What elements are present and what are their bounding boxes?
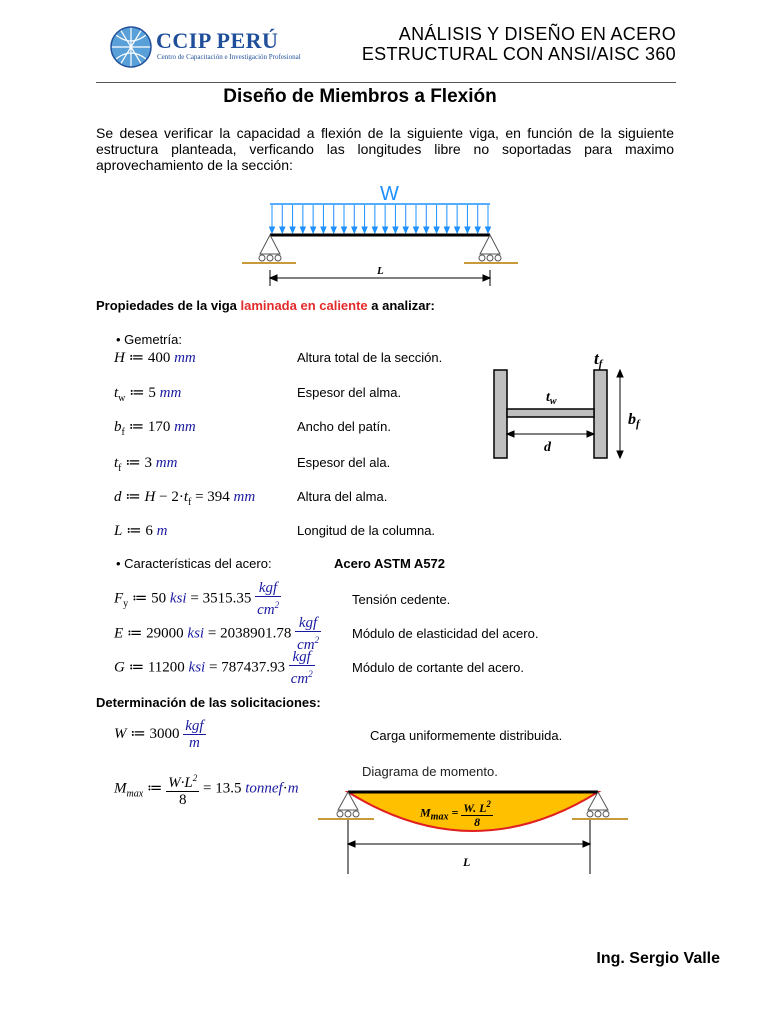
desc-G: Módulo de cortante del acero. xyxy=(352,660,524,675)
load-arrow-head xyxy=(383,227,388,233)
val-H: 400 xyxy=(147,350,171,366)
unit-H: mm xyxy=(174,350,196,366)
den-Mmax: 8 xyxy=(178,792,187,808)
unit-L: m xyxy=(156,523,168,539)
right-support xyxy=(464,235,518,263)
formula-bf: $b_f$ ≔ 170 mm xyxy=(114,419,196,438)
var-tw: t xyxy=(114,385,119,401)
unit-tw: mm xyxy=(159,385,182,401)
course-title xyxy=(362,24,676,64)
unit1-Fy: ksi xyxy=(169,590,187,607)
unit-Mmax: tonnef xyxy=(245,780,283,797)
var-E: E xyxy=(114,625,124,642)
load-arrow-head xyxy=(331,227,336,233)
val-Fy: 3515.35 xyxy=(202,590,252,607)
frac-W xyxy=(183,718,205,751)
val-L: 6 xyxy=(145,523,153,539)
load-arrow-head xyxy=(455,227,460,233)
course-line-2: ESTRUCTURAL CON ANSI/AISC 360 xyxy=(361,44,676,64)
mom-num-text: W. L xyxy=(463,801,487,815)
load-arrow-head xyxy=(475,227,480,233)
moment-length-label: L xyxy=(463,855,471,869)
den-E: $cm^2$ xyxy=(297,635,320,653)
properties-heading-highlight: laminada en caliente xyxy=(240,298,368,313)
load-label: W xyxy=(380,183,399,205)
desc-W: Carga uniformemente distribuida. xyxy=(370,728,563,743)
formula-d: d ≔ $H - 2\cdot t_f = 394$ mm xyxy=(114,489,256,508)
formula-tw: $t_w$ ≔ 5 mm xyxy=(114,385,182,404)
unit1-G: ksi xyxy=(188,659,206,676)
num-W: kgf xyxy=(185,718,204,734)
ksi-Fy: 50 xyxy=(151,590,167,607)
desc-H: Altura total de la sección. xyxy=(297,350,443,365)
left-support xyxy=(242,235,296,263)
var-L: L xyxy=(114,523,123,539)
load-arrow-head xyxy=(270,227,275,233)
coef-2: 2 xyxy=(171,489,179,505)
ksi-E: 29000 xyxy=(146,625,184,642)
val-G: 787437.93 xyxy=(221,659,285,676)
den-G: $cm^2$ xyxy=(290,669,313,687)
load-arrow-head xyxy=(444,227,449,233)
course-line-1: ANÁLISIS Y DISEÑO EN ACERO xyxy=(398,24,676,44)
load-arrow-head xyxy=(290,227,295,233)
steel-bullet: • Características del acero: xyxy=(116,556,272,571)
load-arrow-head xyxy=(280,227,285,233)
num-Fy: kgf xyxy=(255,580,281,597)
label-tw: $t_w$ xyxy=(546,390,557,407)
var-M: M xyxy=(114,780,127,797)
length-label: L xyxy=(377,265,384,277)
mom-frac xyxy=(461,798,493,829)
ksi-G: 11200 xyxy=(147,659,185,676)
val-d: 394 xyxy=(207,489,230,505)
load-arrow-head xyxy=(372,227,377,233)
properties-heading-post: a analizar: xyxy=(367,298,435,313)
var-G: G xyxy=(114,659,125,676)
den-G-text: cm xyxy=(290,671,309,687)
distributed-load xyxy=(270,204,491,233)
load-arrow-head xyxy=(342,227,347,233)
logo-title: CCIP PERÚ xyxy=(156,28,279,53)
desc-L: Longitud de la columna. xyxy=(297,523,436,538)
load-arrow-head xyxy=(393,227,398,233)
loads-heading: Determinación de las solicitaciones: xyxy=(96,695,321,710)
header-divider xyxy=(96,82,676,83)
var-H: H xyxy=(114,350,125,366)
geometry-bullet: • Gemetría: xyxy=(116,332,182,347)
sub-tf: f xyxy=(118,463,122,474)
load-arrow-head xyxy=(414,227,419,233)
formula-W: W ≔ 3000 $\frac{\text{kgf}}{m}$ xyxy=(114,718,204,751)
author: Ing. Sergio Valle xyxy=(596,950,720,967)
var-Fy: F xyxy=(114,590,124,607)
logo-subtitle: Centro de Capacitación e Investigación Profesional xyxy=(157,53,301,61)
load-arrow-head xyxy=(311,227,316,233)
label-tf: tf xyxy=(594,349,603,370)
steel-grade: Acero ASTM A572 xyxy=(334,556,446,571)
var-d: d xyxy=(114,489,122,505)
formula-H: H ≔ 400 mm xyxy=(114,350,196,366)
desc-tw: Espesor del alma. xyxy=(297,385,402,400)
den-Fy: $cm^2$ xyxy=(257,600,280,618)
formula-Fy: $F_y$ ≔ 50 ksi = 3515.35 $\frac{\text{kgf}}{cm^2}$ xyxy=(114,580,280,618)
unit1-E: ksi xyxy=(187,625,205,642)
mom-num: W. $L^2$ xyxy=(463,799,491,815)
desc-bf: Ancho del patín. xyxy=(297,419,391,434)
sub-d-tf: f xyxy=(187,497,192,508)
val-tw: 5 xyxy=(148,385,156,401)
mom-sub: max xyxy=(430,811,449,823)
val-W: 3000 xyxy=(149,725,180,742)
den-Fy-text: cm xyxy=(257,602,275,618)
val-bf: 170 xyxy=(147,419,171,435)
frac-Mmax xyxy=(166,770,199,808)
expr-H: H xyxy=(144,489,156,505)
frac-G xyxy=(289,649,315,687)
formula-Mmax: $M_{max}$ ≔ $\frac{W\cdot L^2}{8}$ = 13.5 tonnef·m xyxy=(114,770,299,808)
unit2-Mmax: m xyxy=(287,780,299,797)
num-Mmax: $W\cdot L^2$ xyxy=(166,770,199,792)
den-E-text: cm xyxy=(297,637,315,653)
load-arrow-head xyxy=(300,227,305,233)
num-E: kgf xyxy=(295,615,321,632)
frac-E xyxy=(295,615,321,653)
sub-tw: w xyxy=(118,393,126,404)
load-arrow-head xyxy=(321,227,326,233)
var-W: W xyxy=(114,725,127,742)
num-Mmax-W: W xyxy=(168,775,181,791)
load-arrow-head xyxy=(352,227,357,233)
moment-diagram xyxy=(310,780,640,880)
formula-E: E ≔ 29000 ksi = 2038901.78 $\frac{\text{kgf}}{cm^2}$ xyxy=(114,615,320,653)
mom-den: 8 xyxy=(474,815,481,829)
desc-d: Altura del alma. xyxy=(297,489,388,504)
beam-diagram xyxy=(232,178,532,290)
load-arrow-head xyxy=(362,227,367,233)
val-tf: 3 xyxy=(144,455,153,471)
num-G: kgf xyxy=(289,649,315,666)
load-arrow-head xyxy=(424,227,429,233)
desc-Fy: Tensión cedente. xyxy=(352,592,451,607)
frac-Fy xyxy=(255,580,281,618)
val-E: 2038901.78 xyxy=(220,625,292,642)
label-d: d xyxy=(544,440,551,455)
geometry-bullet-label: Gemetría: xyxy=(124,332,182,347)
unit-tf: mm xyxy=(155,455,178,471)
var-bf: b xyxy=(114,419,122,435)
sub-bf: f xyxy=(121,427,125,438)
desc-tf: Espesor del ala. xyxy=(297,455,391,470)
den-W: m xyxy=(188,735,200,751)
formula-L: L ≔ 6 m xyxy=(114,523,168,539)
formula-tf: $t_f$ ≔ 3 mm xyxy=(114,455,178,474)
unit-bf: mm xyxy=(174,419,196,435)
num-Mmax-L: L xyxy=(184,775,193,791)
properties-heading xyxy=(96,298,435,313)
page-title: Diseño de Miembros a Flexión xyxy=(223,86,497,107)
formula-G: G ≔ 11200 ksi = 787437.93 $\frac{\text{kgf}}{cm^2}$ xyxy=(114,649,313,687)
section-diagram xyxy=(484,346,664,466)
sub-Fy: y xyxy=(123,598,129,610)
load-arrow-head xyxy=(403,227,408,233)
intro-paragraph: Se desea verificar la capacidad a flexión de la siguiente viga, en función de la siguiente estructura planteada, verficando las longitudes libre no soportadas para maximo aprovechamiento de la sección: xyxy=(96,125,674,173)
moment-diagram-title: Diagrama de momento. xyxy=(362,764,498,779)
label-bf: bf xyxy=(628,411,640,430)
unit-d: mm xyxy=(233,489,256,505)
steel-bullet-label: Características del acero: xyxy=(124,556,272,571)
load-arrow-head xyxy=(465,227,470,233)
load-arrow-head xyxy=(486,227,491,233)
mom-var: M xyxy=(420,805,431,820)
var-tf: t xyxy=(114,455,119,471)
sub-M: max xyxy=(126,788,144,800)
properties-heading-pre: Propiedades de la viga xyxy=(96,298,241,313)
desc-E: Módulo de elasticidad del acero. xyxy=(352,626,539,641)
expr-t: t xyxy=(183,489,188,505)
moment-formula: $M_{max}$ = $\frac{W. L^2}{8}$ xyxy=(420,799,491,829)
val-Mmax: 13.5 xyxy=(215,780,242,797)
globe-icon xyxy=(108,24,154,70)
load-arrow-head xyxy=(434,227,439,233)
